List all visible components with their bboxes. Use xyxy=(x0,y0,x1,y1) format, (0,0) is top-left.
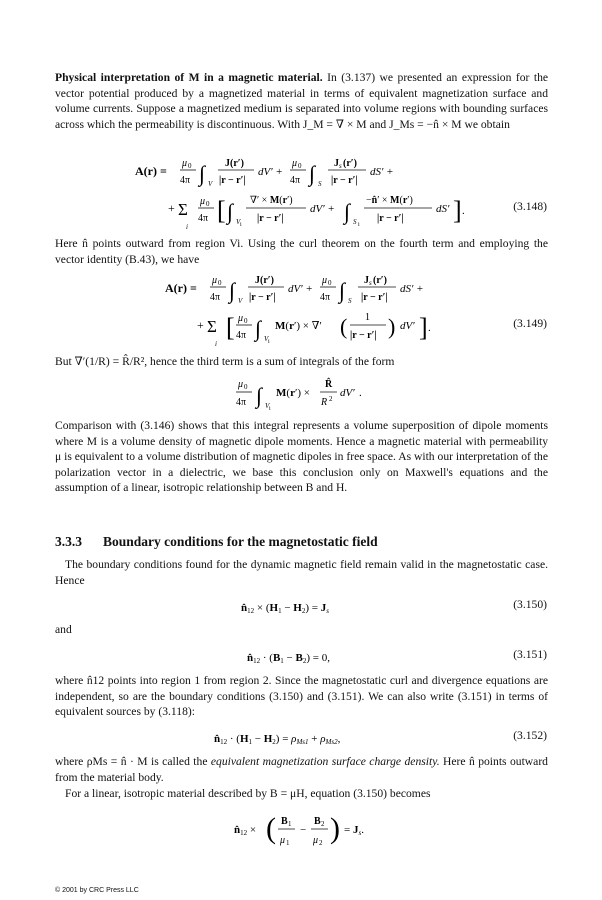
svg-text:S: S xyxy=(348,297,352,305)
svg-text:μ: μ xyxy=(238,313,244,324)
svg-text:J(r′): J(r′) xyxy=(225,158,244,169)
paragraph-and-text: and xyxy=(55,623,72,636)
svg-text:V: V xyxy=(265,402,270,410)
svg-text:μ: μ xyxy=(212,275,218,286)
equation-final xyxy=(0,808,602,854)
svg-text:(r′): (r′) xyxy=(373,275,387,286)
svg-text:1: 1 xyxy=(288,820,292,828)
equation-number: (3.148) xyxy=(513,200,547,213)
equation-3-152-graphic xyxy=(0,729,602,749)
svg-text:n̂12 ×: n̂12 × xyxy=(234,824,257,837)
svg-text:|r − r′|: |r − r′| xyxy=(219,175,246,186)
run-in-title: Physical interpretation of M in a magnetic material. xyxy=(55,71,323,84)
equation-number: (3.150) xyxy=(513,598,547,611)
svg-text:dV′: dV′ xyxy=(340,387,355,399)
svg-text:4π: 4π xyxy=(198,213,209,224)
svg-text:∫: ∫ xyxy=(199,161,206,186)
svg-text:0: 0 xyxy=(328,279,332,287)
svg-text:∫: ∫ xyxy=(227,199,234,224)
equation-3-149 xyxy=(0,270,602,352)
svg-text:]: ] xyxy=(419,313,428,342)
svg-text:M(r′) × ∇′: M(r′) × ∇′ xyxy=(275,320,322,332)
svg-text:S: S xyxy=(353,218,357,226)
where-rho-lead: where ρMs = n̂ · M is called the xyxy=(55,755,211,768)
svg-text:V: V xyxy=(236,218,241,226)
svg-text:(: ( xyxy=(266,812,276,845)
svg-text:μ: μ xyxy=(292,158,298,169)
svg-text:∇′ × M(r′): ∇′ × M(r′) xyxy=(250,195,293,206)
intro-text: In (3.137) we presented an expression for the vector potential produced by a magnetized material in terms of equivalent magnetization surface and volume currents. Suppose a magnetized medium is separated into volume regions with bounding surfaces across which the permeability is discontinuous. With J_M = ∇ × M and J_Ms = −n̂ × M we obtain xyxy=(55,71,549,131)
svg-text:Σ: Σ xyxy=(207,317,217,336)
svg-text:i: i xyxy=(186,223,188,231)
paragraph-where-n12-text: where n̂12 points into region 1 from region 2. Since the magnetostatic curl and divergence equations are independent, so are the boundary conditions (3.150) and (3.151). We can also write (3.151) in terms of equivalent sources by (3.118): xyxy=(55,674,548,718)
svg-text:∫: ∫ xyxy=(255,316,262,341)
svg-text:0: 0 xyxy=(298,162,302,170)
svg-text:V: V xyxy=(208,180,213,188)
svg-text:μ: μ xyxy=(238,379,244,390)
equation-3-152 xyxy=(0,729,602,749)
svg-text:.: . xyxy=(462,205,465,217)
svg-text:i: i xyxy=(269,406,271,412)
svg-text:A(r) =: A(r) = xyxy=(135,164,167,178)
intro-paragraph xyxy=(55,70,548,132)
svg-text:[: [ xyxy=(217,196,226,225)
svg-text:.: . xyxy=(428,322,431,334)
equation-number: (3.151) xyxy=(513,648,547,661)
svg-text:Σ: Σ xyxy=(178,200,188,219)
svg-text:∫: ∫ xyxy=(229,278,236,303)
svg-text:n̂12 · (H1 − H2) = ρMs1 + ρMs2: n̂12 · (H1 − H2) = ρMs1 + ρMs2, xyxy=(214,733,341,746)
svg-text:|r − r′|: |r − r′| xyxy=(257,213,284,224)
equation-3-148-graphic xyxy=(0,152,602,236)
defined-term: equivalent magnetization surface charge density. xyxy=(210,755,440,768)
svg-text:(r′): (r′) xyxy=(343,158,357,169)
svg-text:4π: 4π xyxy=(236,397,247,408)
svg-text:dV′ +: dV′ + xyxy=(288,283,313,295)
svg-text:[: [ xyxy=(226,313,235,342)
equation-integral-form xyxy=(0,372,602,414)
svg-text:]: ] xyxy=(453,196,462,225)
svg-text:V: V xyxy=(264,335,269,343)
svg-text:B: B xyxy=(314,816,321,827)
section-title: Boundary conditions for the magnetostatic field xyxy=(103,534,378,549)
svg-text:μ: μ xyxy=(280,835,286,846)
svg-text:4π: 4π xyxy=(290,175,301,186)
svg-text:n̂12 · (B1 − B2) = 0,: n̂12 · (B1 − B2) = 0, xyxy=(247,652,330,665)
paragraph-for-linear xyxy=(55,786,548,802)
svg-text:−n̂′ × M(r′): −n̂′ × M(r′) xyxy=(366,195,413,206)
svg-text:+: + xyxy=(168,201,175,215)
paragraph-where-rho xyxy=(55,754,548,785)
paragraph-but-grad-text: But ∇′(1/R) = R̂/R², hence the third term is a sum of integrals of the form xyxy=(55,355,395,368)
svg-text:∫: ∫ xyxy=(256,383,263,408)
svg-text:4π: 4π xyxy=(210,292,221,303)
svg-text:μ: μ xyxy=(322,275,328,286)
svg-text:J: J xyxy=(364,275,369,286)
svg-text:2: 2 xyxy=(329,395,333,403)
equation-final-graphic xyxy=(0,808,602,854)
svg-text:): ) xyxy=(388,314,396,339)
section-heading xyxy=(55,534,378,550)
svg-text:|r − r′|: |r − r′| xyxy=(361,292,388,303)
svg-text:4π: 4π xyxy=(320,292,331,303)
svg-text:0: 0 xyxy=(188,162,192,170)
svg-text:−: − xyxy=(300,824,307,836)
svg-text:∫: ∫ xyxy=(344,199,351,224)
svg-text:0: 0 xyxy=(206,200,210,208)
svg-text:i: i xyxy=(268,339,270,345)
equation-number: (3.149) xyxy=(513,317,547,330)
svg-text:J: J xyxy=(334,158,339,169)
paragraph-boundary-intro xyxy=(55,557,548,588)
svg-text:4π: 4π xyxy=(236,330,247,341)
svg-text:i: i xyxy=(240,222,242,228)
svg-text:dS′: dS′ xyxy=(436,203,450,215)
paragraph-here-n xyxy=(55,236,548,267)
svg-text:1: 1 xyxy=(365,312,370,323)
svg-text:dV′: dV′ xyxy=(400,320,415,332)
equation-3-151-graphic xyxy=(0,648,602,668)
equation-integral-graphic xyxy=(0,372,602,414)
svg-text:dS′ +: dS′ + xyxy=(370,166,394,178)
svg-text:∫: ∫ xyxy=(309,161,316,186)
svg-text:.: . xyxy=(359,387,362,399)
svg-text:2: 2 xyxy=(321,820,325,828)
svg-text:(: ( xyxy=(340,314,348,339)
equation-3-150-graphic xyxy=(0,598,602,618)
paragraph-here-n-text: Here n̂ points outward from region Vi. Using the curl theorem on the fourth term and employing the vector identity (B.43), we have xyxy=(55,237,548,266)
svg-text:): ) xyxy=(330,812,340,845)
paragraph-comparison xyxy=(55,418,548,496)
svg-text:μ: μ xyxy=(182,158,188,169)
paragraph-boundary-intro-text: The boundary conditions found for the dynamic magnetic field remain valid in the magnetostatic case. Hence xyxy=(55,558,548,587)
svg-text:0: 0 xyxy=(218,279,222,287)
equation-3-148 xyxy=(0,152,602,236)
svg-text:R: R xyxy=(321,397,328,408)
svg-text:dV′ +: dV′ + xyxy=(310,203,335,215)
copyright-footer: © 2001 by CRC Press LLC xyxy=(55,887,139,894)
svg-text:R̂: R̂ xyxy=(325,379,333,390)
svg-text:J(r′): J(r′) xyxy=(255,275,274,286)
svg-text:dS′ +: dS′ + xyxy=(400,283,424,295)
svg-text:μ: μ xyxy=(200,196,206,207)
svg-text:|r − r′|: |r − r′| xyxy=(249,292,276,303)
svg-text:|r − r′|: |r − r′| xyxy=(350,330,377,341)
paragraph-but-grad xyxy=(55,354,548,370)
svg-text:dV′ +: dV′ + xyxy=(258,166,283,178)
svg-text:V: V xyxy=(238,297,243,305)
svg-text:M(r′) ×: M(r′) × xyxy=(276,387,310,399)
svg-text:|r − r′|: |r − r′| xyxy=(377,213,404,224)
svg-text:∫: ∫ xyxy=(339,278,346,303)
equation-3-151 xyxy=(0,648,602,668)
paragraph-comparison-text: Comparison with (3.146) shows that this integral represents a volume superposition of dipole moments where M is a volume density of magnetic dipole moments. Hence a magnetic material with permeability μ is equivalent to a volume distribution of magnetic dipoles in free space. As with our interpretation of the polarization vector in a dielectric, we base this conclusion only on Maxwell's equations and the assumption of a linear, isotropic relationship between B and H. xyxy=(55,419,548,494)
paragraph-and xyxy=(55,622,548,638)
svg-text:i: i xyxy=(358,222,360,228)
svg-text:|r − r′|: |r − r′| xyxy=(331,175,358,186)
svg-text:i: i xyxy=(215,340,217,348)
paragraph-where-n12 xyxy=(55,673,548,720)
svg-text:B: B xyxy=(281,816,288,827)
svg-text:+: + xyxy=(197,318,204,332)
paragraph-for-linear-text: For a linear, isotropic material described by B = μH, equation (3.150) becomes xyxy=(65,787,431,800)
svg-text:n̂12 × (H1 − H2) = Js: n̂12 × (H1 − H2) = Js xyxy=(241,602,329,615)
svg-text:0: 0 xyxy=(244,317,248,325)
equation-3-149-graphic xyxy=(0,270,602,352)
svg-text:1: 1 xyxy=(286,839,290,847)
equation-3-150 xyxy=(0,598,602,618)
svg-text:4π: 4π xyxy=(180,175,191,186)
svg-text:0: 0 xyxy=(244,383,248,391)
equation-number: (3.152) xyxy=(513,729,547,742)
svg-text:s: s xyxy=(369,279,372,287)
svg-text:μ: μ xyxy=(313,835,319,846)
svg-text:2: 2 xyxy=(319,839,323,847)
where-rho-tail: Here n̂ points outward from the material body. xyxy=(55,755,548,784)
section-number: 3.3.3 xyxy=(55,534,82,549)
svg-text:S: S xyxy=(318,180,322,188)
svg-text:= Js.: = Js. xyxy=(344,824,364,837)
svg-text:A(r) =: A(r) = xyxy=(165,281,197,295)
svg-text:s: s xyxy=(339,162,342,170)
